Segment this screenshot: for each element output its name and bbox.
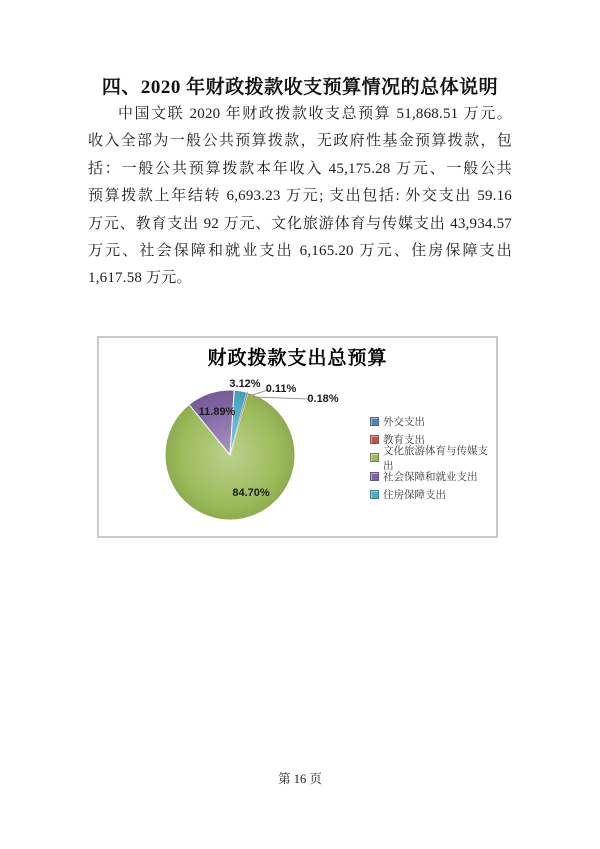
legend-marker: [370, 472, 379, 481]
section-heading: 四、2020 年财政拨款收支预算情况的总体说明: [101, 77, 499, 98]
legend-marker: [370, 453, 379, 462]
paragraph-line: 1,617.58 万元。: [88, 270, 192, 287]
chart-title: 财政拨款支出总预算: [207, 348, 388, 369]
legend-item: [370, 444, 496, 472]
legend-label: 住房保障支出: [383, 489, 446, 502]
paragraph-line: 中国文联 2020 年财政拨款收支总预算 51,868.51 万元。: [118, 106, 512, 122]
page-number: 第 16 页: [278, 772, 322, 786]
legend-marker: [370, 417, 379, 426]
pie-percentage-label: 0.11%: [265, 382, 297, 395]
legend-marker: [370, 435, 379, 444]
legend-item: [370, 412, 496, 430]
paragraph-line: 万元、社会保障和就业支出 6,165.20 万元、住房保障支出: [88, 242, 512, 259]
legend-label: 外交支出: [383, 415, 425, 428]
pie-percentage-label: 11.89%: [198, 405, 236, 418]
paragraph-line: 万元、教育支出 92 万元、文化旅游体育与传媒支出 43,934.57: [88, 215, 512, 232]
pie-percentage-label: 0.18%: [307, 392, 339, 405]
legend-label: 社会保障和就业支出: [383, 470, 478, 483]
body-paragraph: [88, 101, 512, 293]
chart-legend: [370, 412, 496, 504]
legend-item: [370, 486, 496, 504]
legend-label: 文化旅游体育与传媒支出: [383, 444, 488, 472]
budget-pie-chart-frame: [97, 336, 498, 538]
paragraph-line: 预算拨款上年结转 6,693.23 万元; 支出包括: 外交支出 59.16: [88, 188, 512, 205]
paragraph-line: 括：一般公共预算拨款本年收入 45,175.28 万元、一般公共: [88, 160, 512, 177]
paragraph-line: 收入全部为一般公共预算拨款，无政府性基金预算拨款，包: [88, 133, 512, 150]
pie-percentage-label: 84.70%: [232, 486, 270, 499]
pie-percentage-label: 3.12%: [229, 377, 261, 390]
legend-item: [370, 467, 496, 485]
legend-marker: [370, 490, 379, 499]
legend-label: 教育支出: [383, 434, 425, 447]
